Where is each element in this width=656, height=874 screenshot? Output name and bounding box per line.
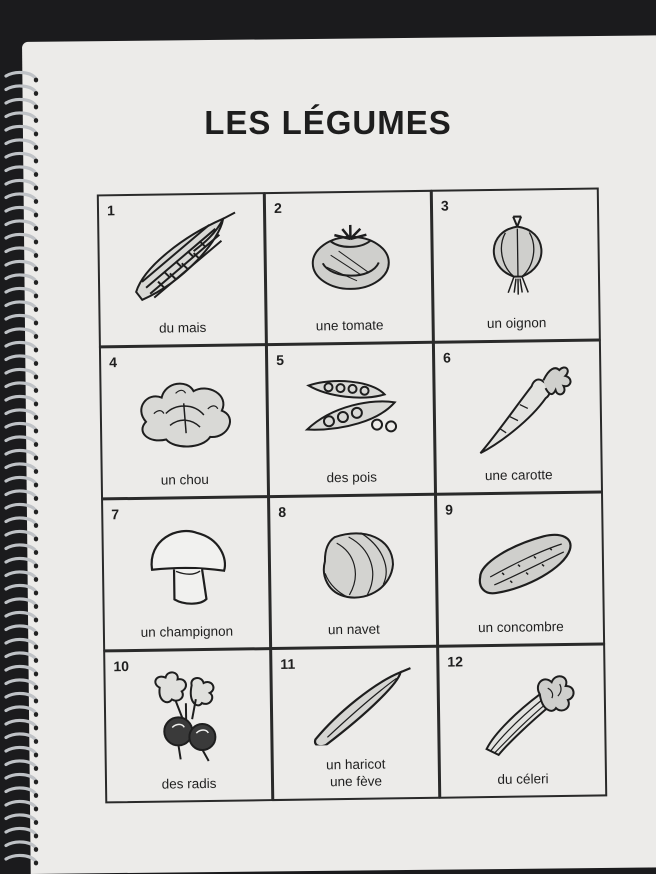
item-label: une tomate bbox=[315, 317, 384, 334]
spiral-coil bbox=[6, 531, 36, 538]
cabbage-icon bbox=[125, 362, 246, 462]
binding-hole bbox=[34, 766, 38, 771]
binding-hole bbox=[34, 348, 38, 353]
binding-hole bbox=[34, 294, 38, 299]
spiral-coil bbox=[6, 491, 36, 498]
spiral-coil bbox=[6, 369, 36, 376]
binding-hole bbox=[34, 361, 38, 366]
binding-hole bbox=[34, 604, 38, 609]
binding-hole bbox=[34, 267, 38, 272]
spiral-coil bbox=[6, 423, 36, 430]
celery-icon bbox=[463, 662, 584, 762]
cell-turnip bbox=[268, 494, 438, 649]
cell-radish bbox=[103, 648, 273, 803]
spiral-coil bbox=[6, 545, 36, 552]
binding-hole bbox=[34, 91, 38, 96]
cell-corn bbox=[97, 192, 267, 347]
binding-hole bbox=[34, 577, 38, 582]
item-label: des pois bbox=[326, 469, 378, 486]
spiral-coil bbox=[6, 815, 36, 822]
spiral-coil bbox=[6, 774, 36, 781]
spiral-binding bbox=[2, 70, 42, 874]
carrot-icon bbox=[459, 358, 580, 458]
binding-hole bbox=[34, 739, 38, 744]
binding-hole bbox=[34, 726, 38, 731]
spiral-coil bbox=[6, 315, 36, 322]
cell-mushroom bbox=[101, 496, 271, 651]
item-number: 1 bbox=[106, 202, 115, 219]
binding-hole bbox=[34, 658, 38, 663]
binding-hole bbox=[34, 523, 38, 528]
spiral-coil bbox=[6, 450, 36, 457]
item-label: des radis bbox=[161, 775, 217, 792]
binding-hole bbox=[34, 591, 38, 596]
item-number: 8 bbox=[278, 503, 287, 520]
spiral-coil bbox=[6, 194, 36, 201]
binding-hole bbox=[34, 213, 38, 218]
binding-hole bbox=[34, 672, 38, 677]
binding-hole bbox=[34, 834, 38, 839]
spiral-coil bbox=[6, 153, 36, 160]
spiral-coil bbox=[6, 734, 36, 741]
item-number: 7 bbox=[111, 506, 120, 523]
spiral-coil bbox=[6, 437, 36, 444]
binding-hole bbox=[34, 145, 38, 150]
spiral-coil bbox=[6, 207, 36, 214]
spiral-coil bbox=[6, 234, 36, 241]
item-number: 4 bbox=[109, 354, 118, 371]
item-number: 2 bbox=[273, 199, 282, 216]
spiral-coil bbox=[6, 356, 36, 363]
binding-hole bbox=[34, 253, 38, 258]
item-label: un chou bbox=[160, 471, 209, 488]
spiral-coil bbox=[6, 302, 36, 309]
item-number: 3 bbox=[440, 197, 449, 214]
radish-icon bbox=[129, 666, 250, 766]
item-label: une carotte bbox=[484, 467, 553, 484]
spiral-coil bbox=[6, 329, 36, 336]
item-number: 10 bbox=[113, 658, 130, 675]
spiral-coil bbox=[6, 761, 36, 768]
binding-hole bbox=[34, 496, 38, 501]
binding-hole bbox=[34, 685, 38, 690]
binding-hole bbox=[34, 537, 38, 542]
binding-hole bbox=[34, 442, 38, 447]
binding-hole bbox=[34, 388, 38, 393]
binding-hole bbox=[34, 226, 38, 231]
spiral-coil bbox=[6, 383, 36, 390]
binding-hole bbox=[34, 321, 38, 326]
binding-hole bbox=[34, 483, 38, 488]
binding-hole bbox=[34, 753, 38, 758]
spiral-coil bbox=[6, 639, 36, 646]
binding-hole bbox=[34, 307, 38, 312]
vocabulary-grid bbox=[76, 174, 619, 813]
spiral-coil bbox=[6, 504, 36, 511]
spiral-coil bbox=[6, 558, 36, 565]
binding-hole bbox=[34, 618, 38, 623]
binding-hole bbox=[34, 807, 38, 812]
item-label: un oignon bbox=[486, 315, 547, 332]
binding-hole bbox=[34, 199, 38, 204]
cell-cabbage bbox=[99, 344, 269, 499]
spiral-coil bbox=[6, 464, 36, 471]
binding-hole bbox=[34, 820, 38, 825]
binding-hole bbox=[34, 510, 38, 515]
binding-hole bbox=[34, 78, 38, 83]
item-label: un concombre bbox=[477, 618, 564, 636]
binding-hole bbox=[34, 415, 38, 420]
spiral-coil bbox=[6, 707, 36, 714]
binding-hole bbox=[34, 375, 38, 380]
item-label: un navet bbox=[327, 621, 380, 638]
cell-celery bbox=[437, 643, 607, 798]
spiral-coil bbox=[6, 612, 36, 619]
binding-hole bbox=[34, 712, 38, 717]
binding-hole bbox=[34, 186, 38, 191]
binding-hole bbox=[34, 699, 38, 704]
spiral-coil bbox=[6, 842, 36, 849]
spiral-coil bbox=[6, 86, 36, 93]
spiral-coil bbox=[6, 680, 36, 687]
spiral-coil bbox=[6, 477, 36, 484]
binding-hole bbox=[34, 402, 38, 407]
spiral-coil bbox=[6, 693, 36, 700]
item-number: 9 bbox=[445, 501, 454, 518]
spiral-coil bbox=[6, 288, 36, 295]
page-title: LES LÉGUMES bbox=[204, 104, 452, 141]
mushroom-icon bbox=[127, 514, 248, 614]
spiral-coil bbox=[6, 855, 36, 862]
spiral-coil bbox=[6, 828, 36, 835]
binding-hole bbox=[34, 847, 38, 852]
item-label: un haricot une fève bbox=[326, 756, 386, 790]
spiral-coil bbox=[6, 180, 36, 187]
spiral-coil bbox=[6, 720, 36, 727]
spiral-coil bbox=[6, 221, 36, 228]
binding-hole bbox=[34, 793, 38, 798]
item-label: un champignon bbox=[140, 623, 234, 640]
item-number: 11 bbox=[280, 655, 296, 672]
spiral-coil bbox=[6, 626, 36, 633]
cell-tomato bbox=[264, 190, 434, 345]
cell-onion bbox=[431, 187, 601, 342]
spiral-coil bbox=[6, 788, 36, 795]
spiral-coil bbox=[6, 72, 36, 79]
item-number: 5 bbox=[276, 351, 285, 368]
binding-hole bbox=[34, 550, 38, 555]
cell-peas bbox=[266, 342, 436, 497]
spiral-coil bbox=[6, 747, 36, 754]
binding-hole bbox=[34, 159, 38, 164]
item-label: du céleri bbox=[497, 771, 549, 787]
spiral-coil bbox=[6, 599, 36, 606]
binding-hole bbox=[34, 564, 38, 569]
binding-hole bbox=[34, 861, 38, 866]
cell-carrot bbox=[433, 339, 603, 494]
spiral-coil bbox=[6, 801, 36, 808]
spiral-coil bbox=[6, 167, 36, 174]
bean-icon bbox=[296, 664, 417, 746]
item-number: 12 bbox=[447, 653, 464, 670]
binding-hole bbox=[34, 631, 38, 636]
spiral-coil bbox=[6, 248, 36, 255]
corn-icon bbox=[123, 210, 244, 310]
binding-hole bbox=[34, 469, 38, 474]
binding-hole bbox=[34, 645, 38, 650]
spiral-coil bbox=[6, 585, 36, 592]
spiral-coil bbox=[6, 572, 36, 579]
spiral-coil bbox=[6, 342, 36, 349]
binding-hole bbox=[34, 334, 38, 339]
turnip-icon bbox=[294, 512, 415, 612]
spiral-coil bbox=[6, 396, 36, 403]
binding-hole bbox=[34, 429, 38, 434]
spiral-coil bbox=[6, 261, 36, 268]
spiral-coil bbox=[6, 666, 36, 673]
spiral-coil bbox=[6, 653, 36, 660]
binding-hole bbox=[34, 280, 38, 285]
spiral-coil bbox=[6, 410, 36, 417]
spiral-coil bbox=[6, 518, 36, 525]
item-label: du mais bbox=[158, 319, 207, 336]
binding-hole bbox=[34, 456, 38, 461]
peas-icon bbox=[292, 360, 413, 460]
cucumber-icon bbox=[461, 510, 582, 610]
binding-hole bbox=[34, 240, 38, 245]
tomato-icon bbox=[290, 208, 411, 308]
binding-hole bbox=[34, 172, 38, 177]
binding-hole bbox=[34, 780, 38, 785]
onion-icon bbox=[457, 206, 578, 306]
cell-cucumber bbox=[435, 491, 605, 646]
spiral-coil bbox=[6, 275, 36, 282]
cell-bean bbox=[270, 646, 440, 801]
item-number: 6 bbox=[442, 349, 452, 366]
